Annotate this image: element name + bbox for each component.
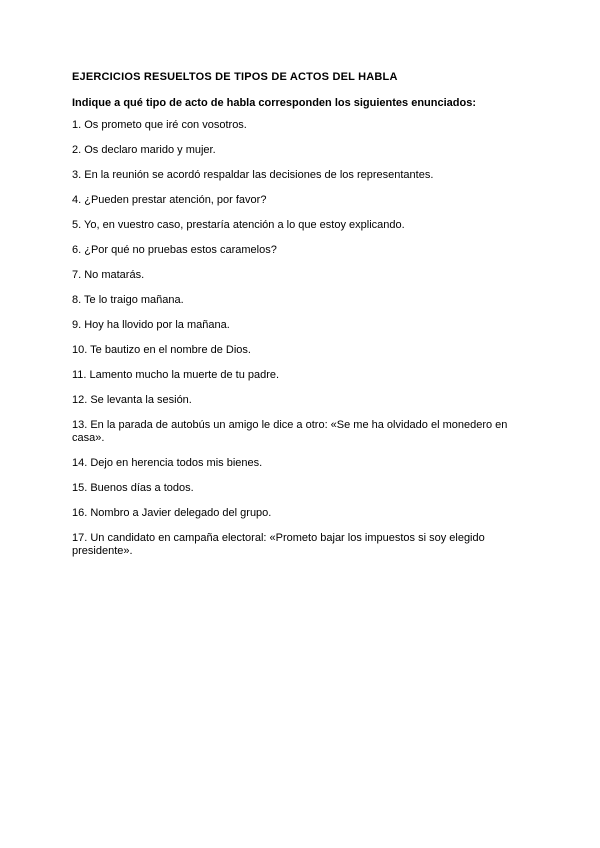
exercise-item: 15. Buenos días a todos. [72, 482, 194, 494]
exercise-list [72, 119, 532, 558]
exercise-item: 8. Te lo traigo mañana. [72, 294, 184, 306]
exercise-item: 2. Os declaro marido y mujer. [72, 144, 216, 156]
exercise-item: 1. Os prometo que iré con vosotros. [72, 119, 247, 131]
exercise-item: 5. Yo, en vuestro caso, prestaría atención a lo que estoy explicando. [72, 219, 405, 231]
exercise-item: 9. Hoy ha llovido por la mañana. [72, 319, 230, 331]
exercise-item: 16. Nombro a Javier delegado del grupo. [72, 507, 272, 519]
exercise-item: 11. Lamento mucho la muerte de tu padre. [72, 369, 280, 381]
exercise-item: 3. En la reunión se acordó respaldar las decisiones de los representantes. [72, 169, 434, 181]
exercise-item: 4. ¿Pueden prestar atención, por favor? [72, 194, 267, 206]
document-title: EJERCICIOS RESUELTOS DE TIPOS DE ACTOS DEL HABLA [72, 71, 398, 83]
document-instruction: Indique a qué tipo de acto de habla corresponden los siguientes enunciados: [72, 97, 477, 109]
exercise-item: 12. Se levanta la sesión. [72, 394, 192, 406]
exercise-item: 17. Un candidato en campaña electoral: «Prometo bajar los impuestos si soy elegido presidente». [72, 532, 485, 557]
exercise-item: 13. En la parada de autobús un amigo le dice a otro: «Se me ha olvidado el monedero en casa». [72, 419, 508, 444]
exercise-item: 7. No matarás. [72, 269, 145, 281]
document-content [72, 70, 532, 570]
exercise-item: 6. ¿Por qué no pruebas estos caramelos? [72, 244, 277, 256]
exercise-item: 10. Te bautizo en el nombre de Dios. [72, 344, 251, 356]
exercise-item: 14. Dejo en herencia todos mis bienes. [72, 457, 263, 469]
